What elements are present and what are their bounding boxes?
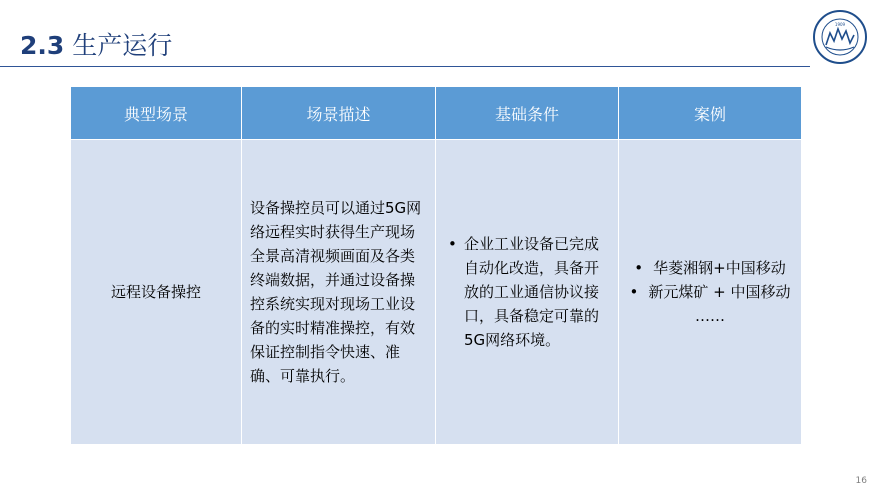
case-item [623,280,797,304]
cases-cell [619,140,802,445]
header-description: 场景描述 [242,87,436,140]
header-cases: 案例 [619,87,802,140]
description-cell: 设备操控员可以通过5G网络远程实时获得生产现场全景高清视频画面及各类终端数据，并通过设备操控系统实现对现场工业设备的实时精准操控，有效保证控制指令快速、准确、可靠执行。 [242,140,436,445]
scenario-table [70,86,802,445]
slide-title [20,26,172,62]
case-item-label: 新元煤矿 + 中国移动 [648,283,791,301]
section-number: 2.3 [20,31,65,60]
table-header-row [71,87,802,140]
title-divider [0,66,810,67]
conditions-cell [436,140,619,445]
bullet-icon: • [629,283,639,301]
conditions-list [442,232,606,352]
seal-year: 1909 [834,22,846,27]
scenario-cell: 远程设备操控 [71,140,242,445]
header-scenario: 典型场景 [71,87,242,140]
page-number: 16 [855,476,867,486]
bullet-icon: • [634,259,644,277]
header-conditions: 基础条件 [436,87,619,140]
table-row [71,140,802,445]
university-seal-icon [812,9,868,65]
cases-more: …… [695,307,725,325]
section-title: 生产运行 [72,31,173,60]
case-item [623,256,797,280]
cases-list [623,256,797,304]
case-item-label: 华菱湘钢+中国移动 [653,259,786,277]
condition-item: • 企业工业设备已完成自动化改造，具备开放的工业通信协议接口，具备稳定可靠的5G网络环境。 [464,232,606,352]
